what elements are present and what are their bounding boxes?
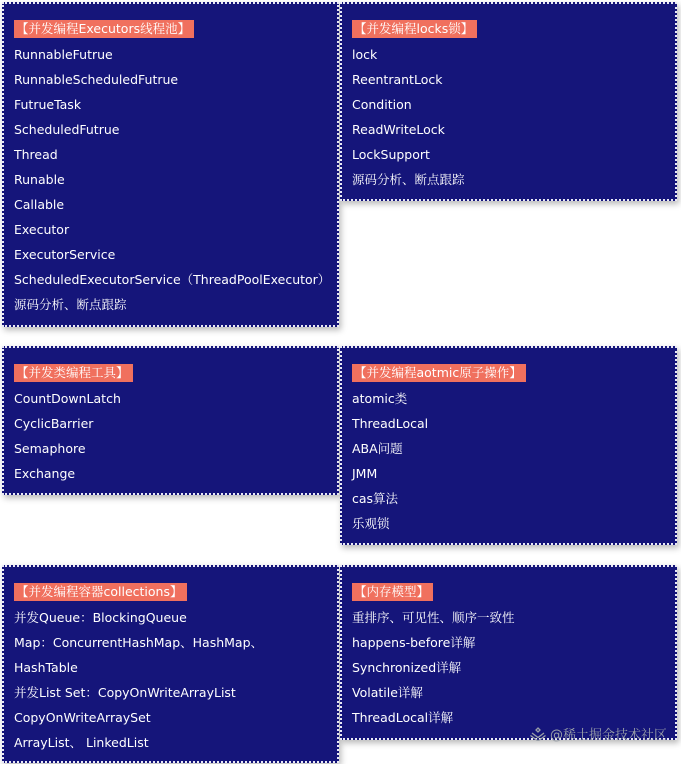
list-item: 乐观锁 [352,516,390,531]
list-item: JMM [352,466,378,481]
list-item: RunnableScheduledFutrue [14,72,179,87]
watermark [530,724,667,743]
list-item: 重排序、可见性、顺序一致性 [352,610,515,625]
item-list [14,386,337,486]
list-item: ScheduledExecutorService（ThreadPoolExecutor） [14,272,331,287]
list-item: 并发List Set：CopyOnWriteArrayList [14,685,236,700]
list-item: Thread [14,147,58,162]
card-executors [2,2,339,327]
list-item: cas算法 [352,491,399,506]
card-locks [340,2,677,201]
item-list [352,386,675,536]
list-item: Runable [14,172,65,187]
list-item: lock [352,47,378,62]
card-title: 【内存模型】 [352,583,433,601]
list-item: Executor [14,222,70,237]
juejin-logo-icon [530,727,546,741]
item-list [14,42,337,317]
list-item: 源码分析、断点跟踪 [14,297,127,312]
item-list [352,605,675,730]
card-collections [2,565,339,763]
card-title: 【并发编程aotmic原子操作】 [352,364,526,382]
list-item: Callable [14,197,65,212]
list-item: ScheduledFutrue [14,122,120,137]
list-item: ThreadLocal详解 [352,710,454,725]
list-item: ReadWriteLock [352,122,445,137]
list-item: HashTable [14,660,78,675]
list-item: Volatile详解 [352,685,423,700]
list-item: Semaphore [14,441,86,456]
list-item: 并发Queue：BlockingQueue [14,610,187,625]
list-item: RunnableFutrue [14,47,113,62]
list-item: Map：ConcurrentHashMap、HashMap、 [14,635,264,650]
card-title: 【并发编程Executors线程池】 [14,20,194,38]
list-item: ABA问题 [352,441,403,456]
card-title: 【并发编程locks锁】 [352,20,477,38]
list-item: ArrayList、 LinkedList [14,735,149,750]
card-tools [2,346,339,495]
list-item: CyclicBarrier [14,416,94,431]
card-title: 【并发编程容器collections】 [14,583,187,601]
card-memory-model [340,565,677,740]
card-atomic [340,346,677,545]
watermark-text: @稀土掘金技术社区 [550,728,668,743]
list-item: Condition [352,97,412,112]
list-item: CopyOnWriteArraySet [14,710,151,725]
list-item: happens-before详解 [352,635,476,650]
item-list [14,605,337,755]
item-list [352,42,675,192]
list-item: Exchange [14,466,76,481]
list-item: atomic类 [352,391,408,406]
list-item: 源码分析、断点跟踪 [352,172,465,187]
list-item: ExecutorService [14,247,116,262]
list-item: LockSupport [352,147,430,162]
list-item: ThreadLocal [352,416,429,431]
card-title: 【并发类编程工具】 [14,364,133,382]
list-item: FutrueTask [14,97,82,112]
list-item: CountDownLatch [14,391,121,406]
list-item: ReentrantLock [352,72,443,87]
list-item: Synchronized详解 [352,660,462,675]
